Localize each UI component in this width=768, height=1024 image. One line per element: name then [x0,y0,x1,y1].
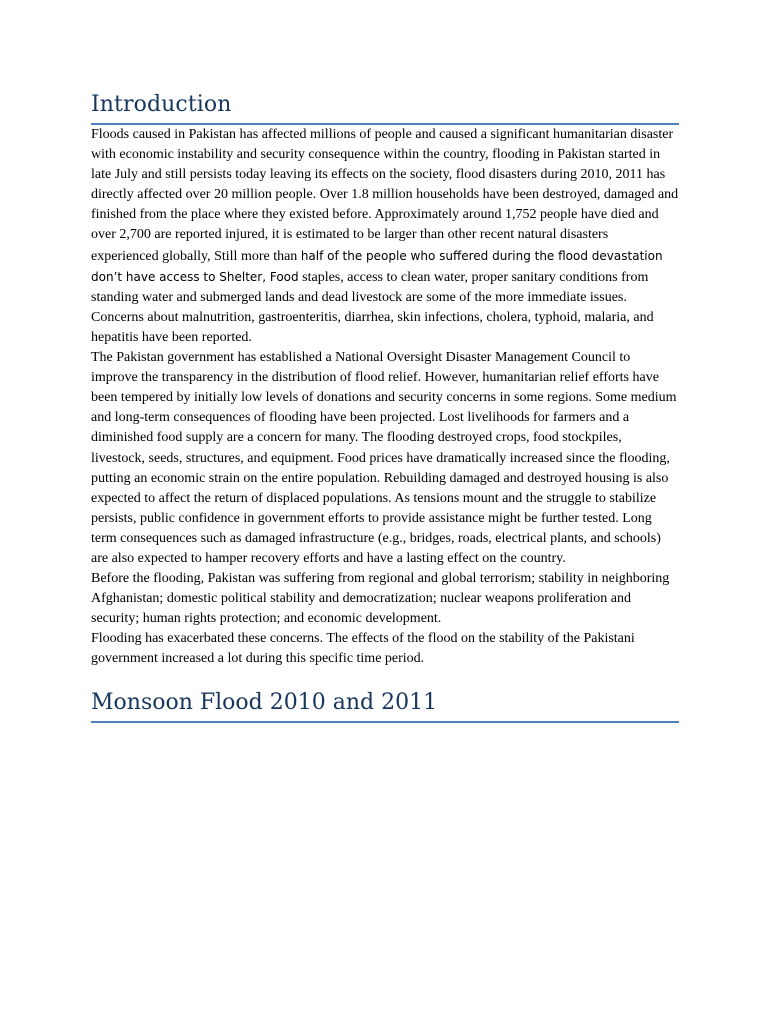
paragraph-government-response: The Pakistan government has established a National Oversight Disaster Management Council to improve the transparency in the distribution of flood relief. However, humanitarian relief efforts have been tempered by initially low levels of donations and security concerns in some regions. Some medium and long-term consequences of flooding have been projected. Lost livelihoods for farmers and a diminished food supply are a concern for many. The flooding destroyed crops, food stockpiles, livestock, seeds, structures, and equipment. Food prices have dramatically increased since the flooding, putting an economic strain on the entire population. Rebuilding damaged and destroyed housing is also expected to affect the return of displaced populations. As tensions mount and the struggle to stabilize persists, public confidence in government efforts to provide assistance might be further tested. Long term consequences such as damaged infrastructure (e.g., bridges, roads, electrical plants, and schools) are also expected to hamper recovery efforts and have a lasting effect on the country. [91,350,677,566]
paragraph-floods-overview [91,125,679,348]
paragraph-exacerbated-concerns: Flooding has exacerbated these concerns. The effects of the flood on the stability of the Pakistani government increased a lot during this specific time period. [91,631,635,667]
section-heading-monsoon-flood: Monsoon Flood 2010 and 2011 [91,688,679,723]
paragraph-1-part-c: staples, access to clean water, proper sanitary conditions from standing water and submerged lands and dead livestock are some of the more immediate issues. Concerns about malnutrition, gastroenteritis, diarrhea, skin infections, cholera, typhoid, malaria, and hepatitis have been reported. [91,269,654,345]
paragraph-prior-concerns: Before the flooding, Pakistan was suffering from regional and global terrorism; stability in neighboring Afghanistan; domestic political stability and democratization; nuclear weapons proliferation and security; human rights protection; and economic development. [91,571,670,627]
paragraph-1-part-b: half of the people who suffered during the flood devastation don’t have access to Shelter, Food [91,248,663,284]
paragraph-1-part-a: Floods caused in Pakistan has affected millions of people and caused a significant humanitarian disaster with economic instability and security consequence within the country, flooding in Pakistan started in late July and still persists today leaving its effects on the society, flood disasters during 2010, 2011 has directly affected over 20 million people. Over 1.8 million households have been destroyed, damaged and finished from the place where they existed before. Approximately around 1,752 people have died and over 2,700 are reported injured, it is estimated to be larger than other recent natural disasters experienced globally, Still more than [91,127,679,264]
section-heading-introduction: Introduction [91,90,679,125]
